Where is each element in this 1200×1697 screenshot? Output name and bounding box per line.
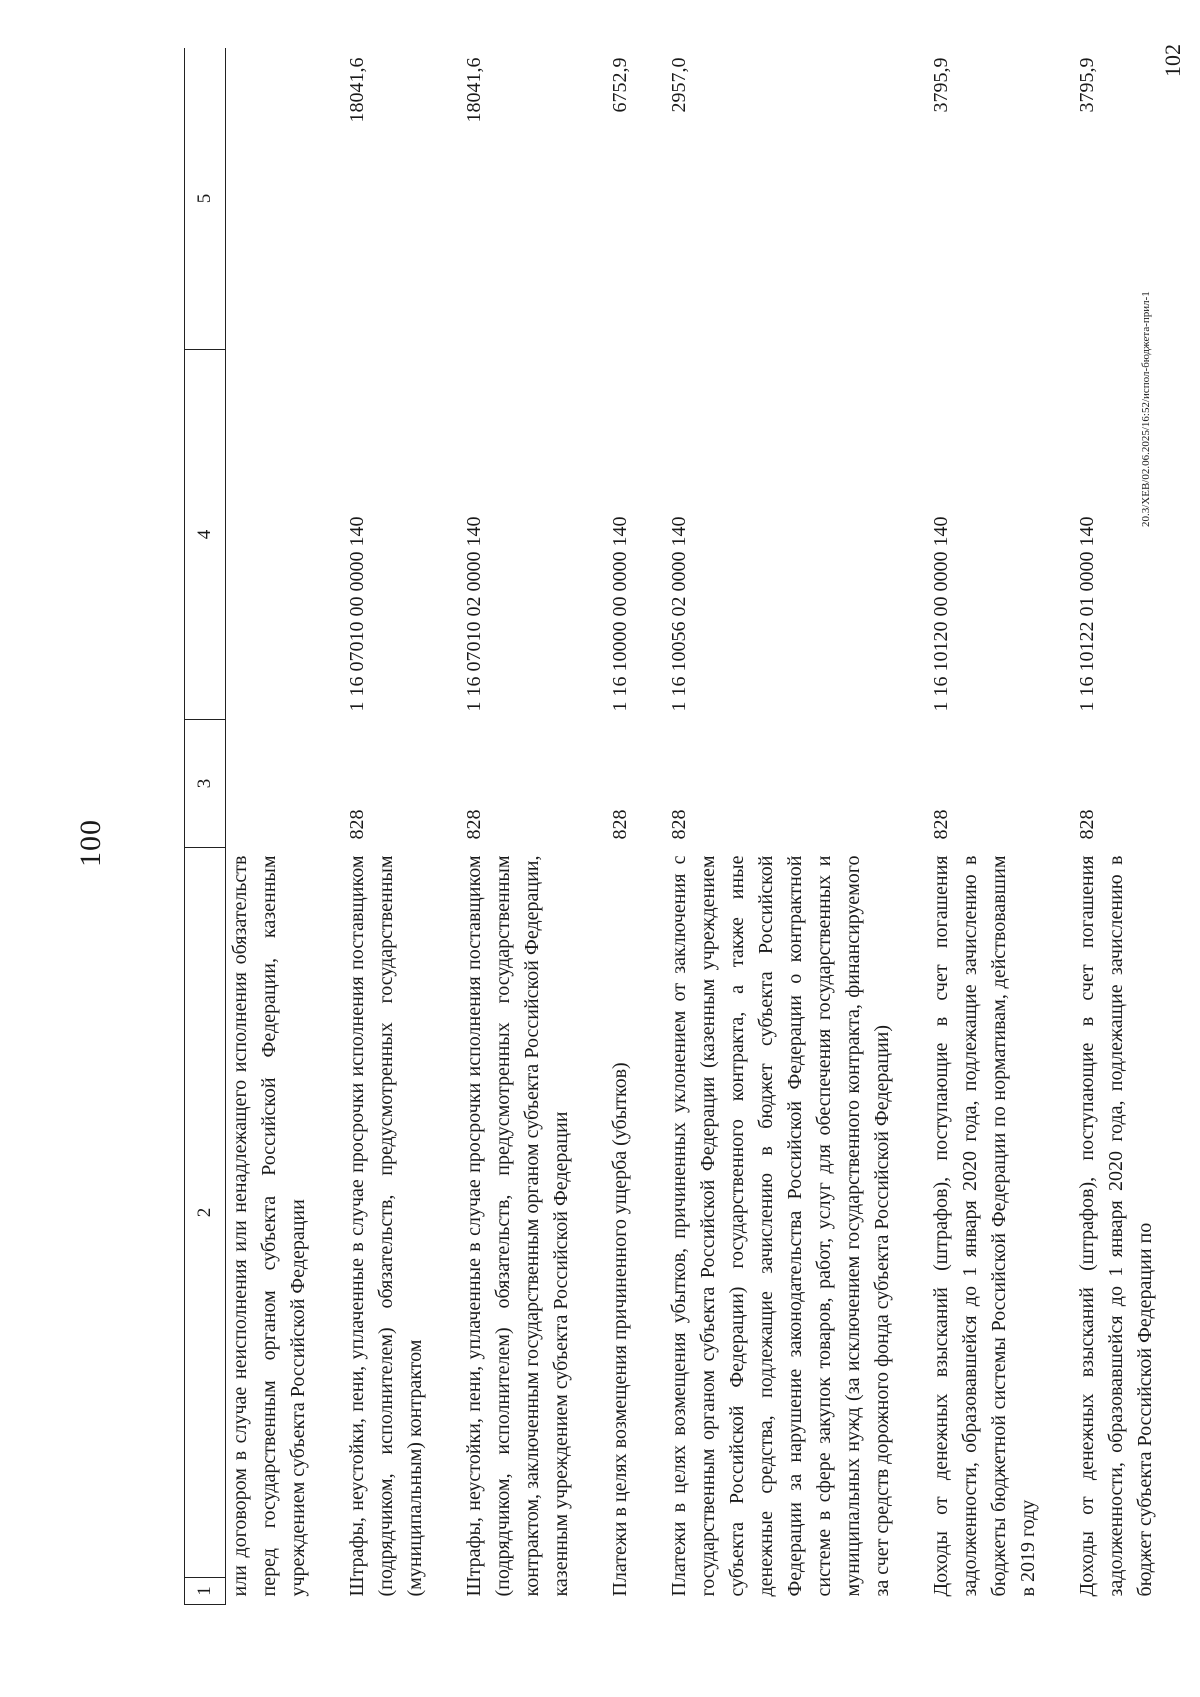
row-name: Платежи в целях возмещения причиненного ущерба (убытков) <box>609 1062 631 1597</box>
row-admin-code: 828 <box>346 809 368 840</box>
row-budget-code: 1 16 10120 00 0000 140 <box>930 516 952 712</box>
table-row <box>927 48 1073 1605</box>
header-col-4: 4 <box>185 350 226 720</box>
row-name: Штрафы, неустойки, пени, уплаченные в случае просрочки исполнения поставщиком (подрядчиком, исполнителем) обязательств, предусмотренных государственным контрактом, заключенным государственным органом субъекта Российской Федерации, казенным учреждением субъекта Российской Федерации <box>463 855 572 1597</box>
row-admin-code: 828 <box>609 809 631 840</box>
row-amount: 2957,0 <box>668 57 690 113</box>
row-amount <box>226 48 344 350</box>
table-row <box>606 48 665 1605</box>
row-admin-code: 828 <box>930 809 952 840</box>
header-col-2: 2 <box>185 848 226 1578</box>
row-budget-code: 1 16 07010 00 0000 140 <box>346 516 368 712</box>
row-admin-code: 828 <box>463 809 485 840</box>
row-amount: 3795,9 <box>1076 57 1098 113</box>
row-amount: 18041,6 <box>463 57 485 123</box>
row-amount: 6752,9 <box>609 57 631 113</box>
row-budget-code <box>226 350 344 720</box>
row-name: или договором в случае неисполнения или ненадлежащего исполнения обязательств перед государственным органом субъекта Российской Федерации, казенным учреждением субъекта Российской Федерации <box>229 855 309 1597</box>
row-budget-code: 1 16 10000 00 0000 140 <box>609 516 631 712</box>
table-row <box>343 48 460 1605</box>
table-row <box>460 48 606 1605</box>
row-name: Доходы от денежных взысканий (штрафов), поступающие в счет погашения задолженности, образовавшейся до 1 января 2020 года, подлежащие зачислению в бюджеты бюджетной системы Российской Федерации по нормативам, действовавшим в 2019 году <box>930 855 1039 1597</box>
table-header <box>185 48 226 1605</box>
document-stamp: 20.3/ХЕВ/02.06.2025/16:52/испол-бюджета-прил-1 <box>1140 291 1152 527</box>
table-row <box>1073 48 1184 1605</box>
row-budget-code: 1 16 10122 01 0000 140 <box>1076 516 1098 712</box>
page-number: 100 <box>74 819 107 867</box>
row-admin-code <box>226 720 344 848</box>
row-amount: 3795,9 <box>930 57 952 113</box>
row-name: Штрафы, неустойки, пени, уплаченные в случае просрочки исполнения поставщиком (подрядчиком, исполнителем) обязательств, предусмотренных государственным (муниципальным) контрактом <box>346 855 426 1597</box>
row-name: Доходы от денежных взысканий (штрафов), поступающие в счет погашения задолженности, образовавшейся до 1 января 2020 года, подлежащие зачислению в бюджет субъекта Российской Федерации по <box>1076 855 1156 1597</box>
corner-page-number: 102 <box>1160 44 1185 77</box>
row-budget-code: 1 16 10056 02 0000 140 <box>668 516 690 712</box>
table-body <box>226 48 1185 1605</box>
row-admin-code: 828 <box>1076 809 1098 840</box>
budget-table <box>184 48 1184 1605</box>
header-col-1: 1 <box>185 1578 226 1605</box>
row-name: Платежи в целях возмещения убытков, причиненных уклонением от заключения с государственным органом субъекта Российской Федерации (казенным учреждением субъекта Российской Федерации) государственного контракта, а также иные денежные средства, подлежащие зачислению в бюджет субъекта Российской Федерации за нарушение законодательства Российской Федерации о контрактной системе в сфере закупок товаров, работ, услуг для обеспечения государственных и муниципальных нужд (за исключением государственного контракта, финансируемого за счет средств дорожного фонда субъекта Российской Федерации) <box>668 855 893 1597</box>
row-amount: 18041,6 <box>346 57 368 123</box>
table-row <box>226 48 344 1605</box>
header-row <box>185 48 226 1605</box>
header-col-3: 3 <box>185 720 226 848</box>
header-col-5: 5 <box>185 48 226 350</box>
row-budget-code: 1 16 07010 02 0000 140 <box>463 516 485 712</box>
budget-table-frame <box>184 48 1184 1605</box>
table-row <box>665 48 927 1605</box>
row-admin-code: 828 <box>668 809 690 840</box>
